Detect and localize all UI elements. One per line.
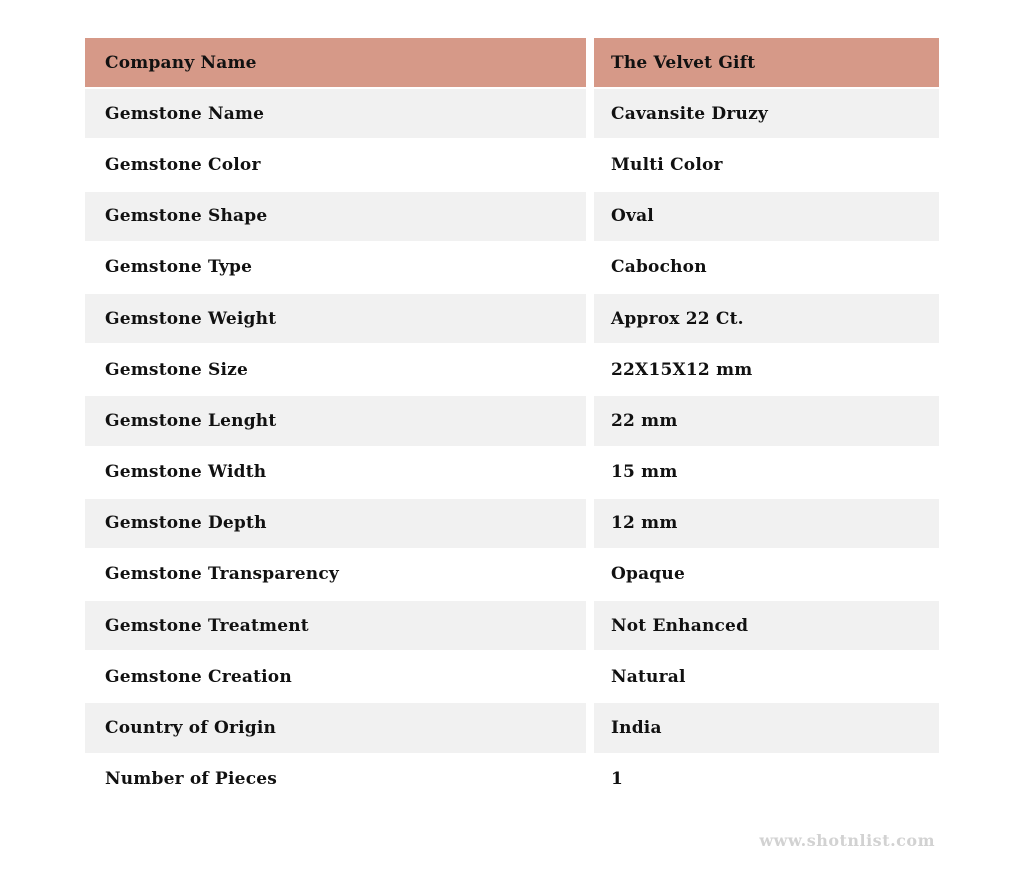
table-row bbox=[85, 601, 939, 650]
row-value: Cavansite Druzy bbox=[594, 89, 939, 138]
row-label: Gemstone Name bbox=[85, 89, 586, 138]
gemstone-spec-table bbox=[85, 38, 939, 806]
row-label: Gemstone Treatment bbox=[85, 601, 586, 650]
row-value: Oval bbox=[594, 192, 939, 241]
row-label: Gemstone Lenght bbox=[85, 396, 586, 445]
row-value: Opaque bbox=[594, 550, 939, 599]
table-row bbox=[85, 550, 939, 599]
row-label: Gemstone Type bbox=[85, 243, 586, 292]
row-label: Country of Origin bbox=[85, 703, 586, 752]
row-value: India bbox=[594, 703, 939, 752]
table-row bbox=[85, 89, 939, 138]
row-value: Approx 22 Ct. bbox=[594, 294, 939, 343]
watermark: www.shotnlist.com bbox=[759, 831, 935, 850]
table-row bbox=[85, 755, 939, 804]
table-row bbox=[85, 396, 939, 445]
row-label: Gemstone Transparency bbox=[85, 550, 586, 599]
row-value: Not Enhanced bbox=[594, 601, 939, 650]
row-label: Number of Pieces bbox=[85, 755, 586, 804]
row-label: Gemstone Creation bbox=[85, 652, 586, 701]
row-value: 15 mm bbox=[594, 448, 939, 497]
row-value: Multi Color bbox=[594, 140, 939, 189]
row-value: Cabochon bbox=[594, 243, 939, 292]
row-value: 12 mm bbox=[594, 499, 939, 548]
row-label: Gemstone Size bbox=[85, 345, 586, 394]
row-label: Gemstone Weight bbox=[85, 294, 586, 343]
table-row bbox=[85, 703, 939, 752]
row-value: 1 bbox=[594, 755, 939, 804]
table-header-row bbox=[85, 38, 939, 87]
table-row bbox=[85, 243, 939, 292]
table-row bbox=[85, 345, 939, 394]
row-value: 22 mm bbox=[594, 396, 939, 445]
row-label: Gemstone Width bbox=[85, 448, 586, 497]
row-label: Gemstone Color bbox=[85, 140, 586, 189]
row-label: Gemstone Depth bbox=[85, 499, 586, 548]
header-value: The Velvet Gift bbox=[594, 38, 939, 87]
row-label: Gemstone Shape bbox=[85, 192, 586, 241]
table-row bbox=[85, 652, 939, 701]
table-row bbox=[85, 192, 939, 241]
row-value: 22X15X12 mm bbox=[594, 345, 939, 394]
table-row bbox=[85, 499, 939, 548]
table-row bbox=[85, 448, 939, 497]
table-row bbox=[85, 140, 939, 189]
table-row bbox=[85, 294, 939, 343]
row-value: Natural bbox=[594, 652, 939, 701]
header-label: Company Name bbox=[85, 38, 586, 87]
